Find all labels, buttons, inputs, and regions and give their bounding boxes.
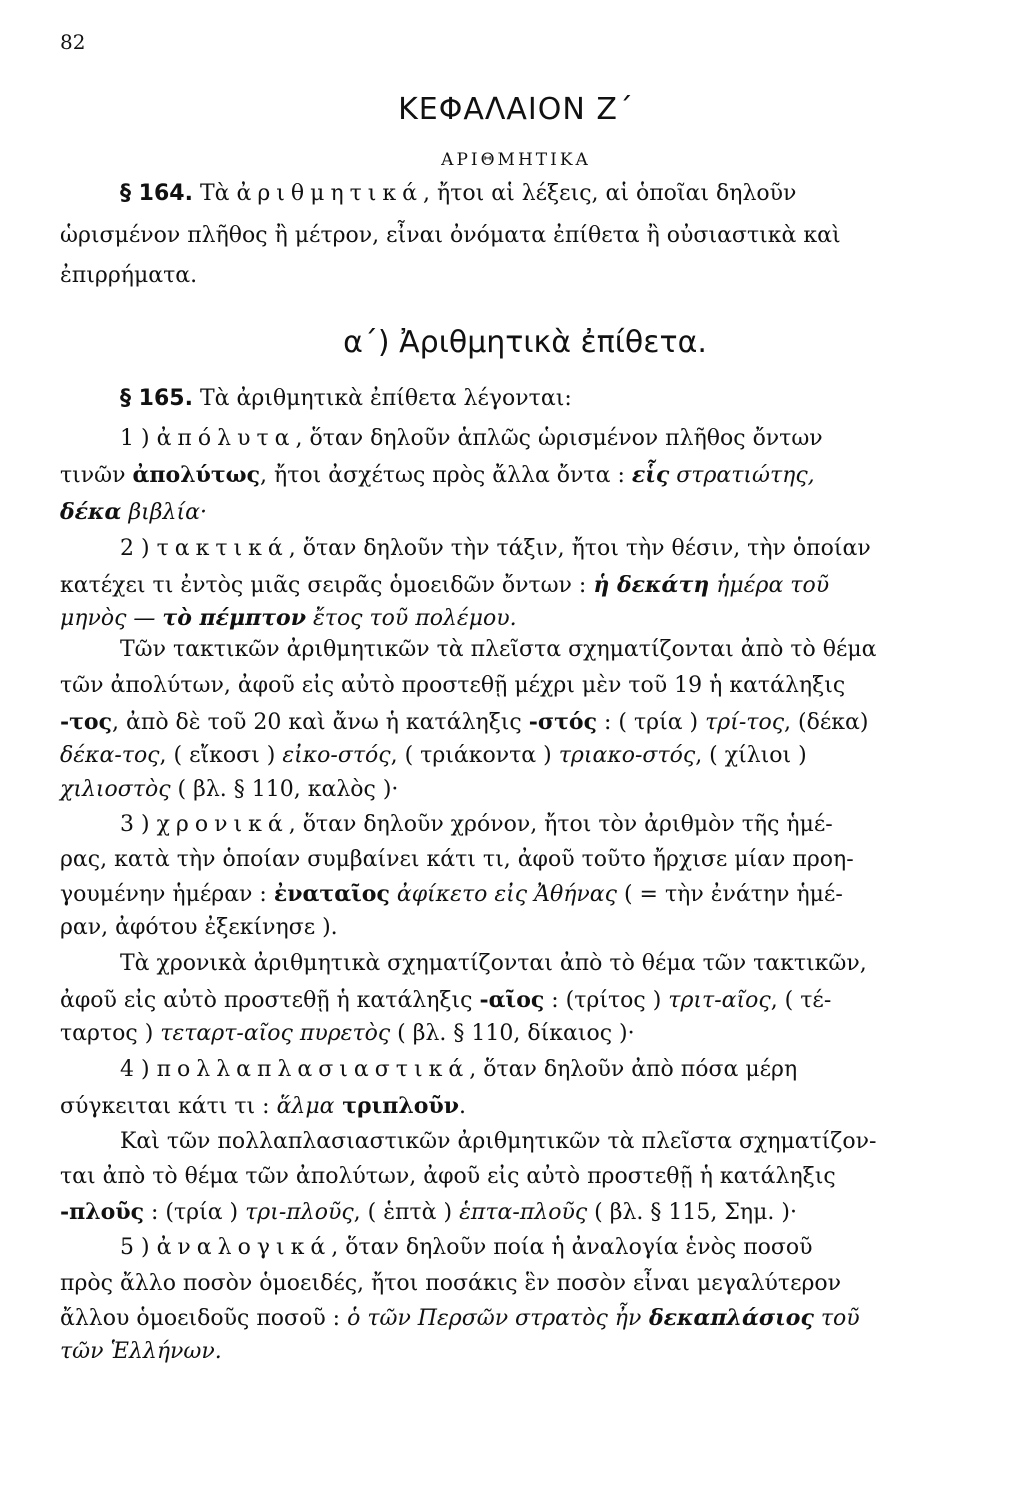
text-line: μηνὸς — τὸ πέμπτον ἔτος τοῦ πολέμου.	[60, 605, 517, 631]
chapter-subtitle: ΑΡΙΘΜΗΤΙΚΑ	[441, 150, 591, 170]
text-line: ται ἀπὸ τὸ θέμα τῶν ἀπολύτων, ἀφοῦ εἰς αὐτὸ προστεθῇ ἡ κατάληξις	[60, 1164, 836, 1189]
text-line: Τῶν τακτικῶν ἀριθμητικῶν τὰ πλεῖστα σχηματίζονται ἀπὸ τὸ θέμα	[120, 637, 877, 662]
text-line: πρὸς ἄλλο ποσὸν ὁμοειδές, ἤτοι ποσάκις ἓν ποσὸν εἶναι μεγαλύτερον	[60, 1271, 842, 1296]
text-line: χιλιοστὸς ( βλ. § 110, καλὸς )·	[60, 777, 399, 802]
text-line: 4 ) πολλαπλασιαστικά, ὅταν δηλοῦν ἀπὸ πόσα μέρη	[120, 1057, 798, 1082]
text-line: ταρτος ) τεταρτ-αῖος πυρετὸς ( βλ. § 110, δίκαιος )·	[60, 1021, 635, 1046]
text-line: § 165. Τὰ ἀριθμητικὰ ἐπίθετα λέγονται:	[120, 386, 572, 411]
text-line: τῶν ἀπολύτων, ἀφοῦ εἰς αὐτὸ προστεθῇ μέχρι μὲν τοῦ 19 ἡ κατάληξις	[60, 673, 846, 698]
text-line: ἐπιρρήματα.	[60, 263, 198, 288]
text-line: -πλοῦς : (τρία ) τρι-πλοῦς, ( ἑπτὰ ) ἑπτα-πλοῦς ( βλ. § 115, Σημ. )·	[60, 1199, 797, 1225]
text-line: δέκα-τος, ( εἴκοσι ) εἰκο-στός, ( τριάκοντα ) τριακο-στός, ( χίλιοι )	[60, 743, 807, 768]
text-line: τινῶν ἀπολύτως, ἤτοι ἀσχέτως πρὸς ἄλλα ὄντα : εἷς στρατιώτης,	[60, 462, 815, 488]
text-line: 5 ) ἀναλογικά, ὅταν δηλοῦν ποία ἡ ἀναλογία ἑνὸς ποσοῦ	[120, 1235, 813, 1260]
text-line: ὡρισμένον πλῆθος ἢ μέτρον, εἶναι ὀνόματα ἐπίθετα ἢ οὐσιαστικὰ καὶ	[60, 223, 841, 248]
text-line: τῶν Ἑλλήνων.	[60, 1339, 222, 1364]
section-heading: α΄) Ἀριθμητικὰ ἐπίθετα.	[343, 325, 707, 360]
text-line: Καὶ τῶν πολλαπλασιαστικῶν ἀριθμητικῶν τὰ πλεῖστα σχηματίζον-	[120, 1129, 877, 1154]
text-line: -τος, ἀπὸ δὲ τοῦ 20 καὶ ἄνω ἡ κατάληξις -στός : ( τρία ) τρί-τος, (δέκα)	[60, 709, 869, 735]
text-line: κατέχει τι ἐντὸς μιᾶς σειρᾶς ὁμοειδῶν ὄντων : ἡ δεκάτη ἡμέρα τοῦ	[60, 572, 830, 598]
chapter-title: ΚΕΦΑΛΑΙΟΝ Ζ΄	[398, 92, 634, 127]
page-number: 82	[60, 30, 86, 54]
text-line: σύγκειται κάτι τι : ἅλμα τριπλοῦν.	[60, 1093, 467, 1119]
text-line: § 164. Τὰ ἀριθμητικά, ἤτοι αἱ λέξεις, αἱ ὁποῖαι δηλοῦν	[120, 181, 797, 206]
text-line: Τὰ χρονικὰ ἀριθμητικὰ σχηματίζονται ἀπὸ τὸ θέμα τῶν τακτικῶν,	[120, 951, 867, 976]
text-line: ἀφοῦ εἰς αὐτὸ προστεθῇ ἡ κατάληξις -αῖος : (τρίτος ) τριτ-αῖος, ( τέ-	[60, 987, 832, 1013]
text-line: ρας, κατὰ τὴν ὁποίαν συμβαίνει κάτι τι, ἀφοῦ τοῦτο ἤρχισε μίαν προη-	[60, 847, 854, 872]
text-line: δέκα βιβλία·	[60, 499, 207, 525]
text-line: γουμένην ἡμέραν : ἐναταῖος ἀφίκετο εἰς Ἀθήνας ( = τὴν ἐνάτην ἡμέ-	[60, 881, 843, 907]
text-line: ραν, ἀφότου ἐξεκίνησε ).	[60, 915, 338, 940]
text-line: 2 ) τακτικά, ὅταν δηλοῦν τὴν τάξιν, ἤτοι τὴν θέσιν, τὴν ὁποίαν	[120, 536, 871, 561]
text-line: 3 ) χρονικά, ὅταν δηλοῦν χρόνον, ἤτοι τὸν ἀριθμὸν τῆς ἡμέ-	[120, 812, 833, 837]
text-line: ἄλλου ὁμοειδοῦς ποσοῦ : ὁ τῶν Περσῶν στρατὸς ἦν δεκαπλάσιος τοῦ	[60, 1305, 860, 1331]
text-line: 1 ) ἀπόλυτα, ὅταν δηλοῦν ἁπλῶς ὡρισμένον πλῆθος ὄντων	[120, 426, 823, 451]
